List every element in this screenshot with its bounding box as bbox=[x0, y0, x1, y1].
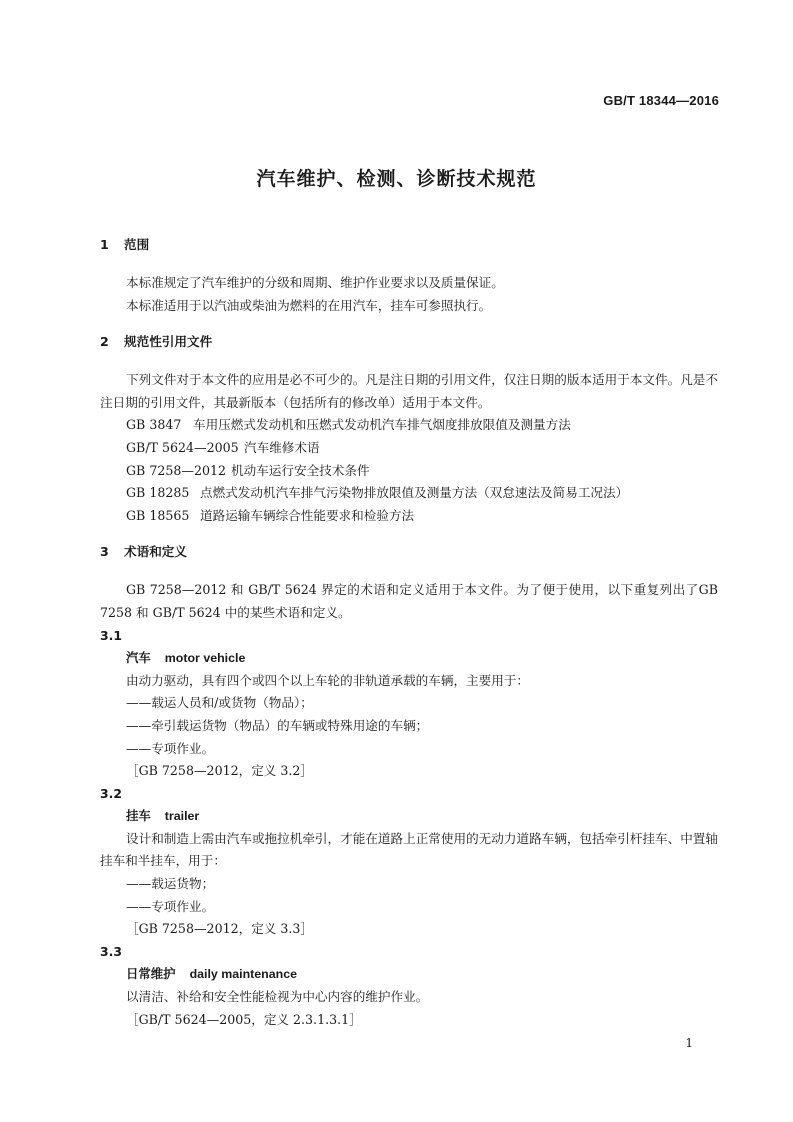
reference-title: 道路运输车辆综合性能要求和检验方法 bbox=[200, 507, 415, 523]
section-references-heading bbox=[100, 331, 718, 353]
reference-code: GB/T 5624—2005 bbox=[126, 439, 239, 455]
reference-code: GB 7258—2012 bbox=[126, 462, 227, 478]
term-number: 3.3 bbox=[100, 943, 122, 959]
term-list-item: ——专项作业。 bbox=[126, 740, 215, 756]
term-definition: 由动力驱动，具有四个或四个以上车轮的非轨道承载的车辆，主要用于： bbox=[126, 672, 529, 688]
term-english: trailer bbox=[164, 809, 200, 824]
section-number: 1 bbox=[100, 237, 109, 252]
paragraph: 本标准适用于以汽油或柴油为燃料的在用汽车，挂车可参照执行。 bbox=[126, 297, 492, 313]
term-definition: 设计和制造上需由汽车或拖拉机牵引，才能在道路上正常使用的无动力道路车辆，包括牵引杆挂车、中置轴挂车和半挂车，用于： bbox=[100, 830, 718, 869]
reference-title: 机动车运行安全技术条件 bbox=[231, 462, 370, 478]
reference-item bbox=[100, 437, 718, 460]
standard-code: GB/T 18344—2016 bbox=[603, 93, 719, 108]
term-list-item: ——载运人员和/或货物（物品）； bbox=[126, 695, 313, 711]
section-title: 范围 bbox=[124, 237, 150, 252]
term-source: ［GB/T 5624—2005，定义 2.3.1.3.1］ bbox=[126, 1011, 362, 1027]
section-terms-heading bbox=[100, 541, 718, 563]
reference-title: 点燃式发动机汽车排气污染物排放限值及测量方法（双怠速法及简易工况法） bbox=[200, 485, 629, 501]
term-number: 3.1 bbox=[100, 627, 122, 643]
reference-code: GB 18285 bbox=[126, 485, 190, 501]
reference-item bbox=[100, 460, 718, 483]
term-chinese: 挂车 bbox=[126, 808, 151, 824]
document-title: 汽车维护、检测、诊断技术规范 bbox=[256, 168, 537, 190]
paragraph: 本标准规定了汽车维护的分级和周期、维护作业要求以及质量保证。 bbox=[126, 275, 504, 290]
section-title: 术语和定义 bbox=[124, 544, 187, 560]
section-number: 3 bbox=[100, 544, 109, 560]
reference-title: 汽车维修术语 bbox=[244, 439, 320, 455]
reference-title: 车用压燃式发动机和压燃式发动机汽车排气烟度排放限值及测量方法 bbox=[193, 417, 571, 433]
reference-code: GB 18565 bbox=[126, 507, 190, 523]
term-english: daily maintenance bbox=[189, 967, 297, 982]
document-body bbox=[100, 234, 718, 1031]
term-source: ［GB 7258—2012，定义 3.2］ bbox=[126, 763, 314, 779]
term-heading bbox=[100, 963, 718, 986]
term-list-item: ——载运货物； bbox=[126, 876, 215, 892]
term-heading bbox=[100, 805, 718, 828]
term-chinese: 汽车 bbox=[126, 650, 151, 666]
term-chinese: 日常维护 bbox=[126, 966, 176, 982]
section-title: 规范性引用文件 bbox=[124, 334, 213, 350]
paragraph: 下列文件对于本文件的应用是必不可少的。凡是注日期的引用文件，仅注日期的版本适用于本文件。凡是不注日期的引用文件，其最新版本（包括所有的修改单）适用于本文件。 bbox=[100, 372, 718, 410]
paragraph: GB 7258—2012 和 GB/T 5624 界定的术语和定义适用于本文件。为了便于使用，以下重复列出了GB 7258 和 GB/T 5624 中的某些术语和定义。 bbox=[100, 582, 718, 620]
term-definition: 以清洁、补给和安全性能检视为中心内容的维护作业。 bbox=[126, 989, 429, 1005]
section-scope-heading bbox=[100, 234, 718, 256]
term-number: 3.2 bbox=[100, 785, 122, 801]
term-english: motor vehicle bbox=[164, 651, 246, 666]
term-list-item: ——专项作业。 bbox=[126, 898, 215, 914]
term-source: ［GB 7258—2012，定义 3.3］ bbox=[126, 921, 314, 937]
reference-item bbox=[100, 414, 718, 437]
term-list-item: ——牵引载运货物（物品）的车辆或特殊用途的车辆； bbox=[126, 717, 429, 733]
section-number: 2 bbox=[100, 334, 109, 350]
page-number: 1 bbox=[685, 1036, 693, 1050]
reference-item bbox=[100, 505, 718, 528]
reference-code: GB 3847 bbox=[126, 417, 182, 433]
reference-item bbox=[100, 482, 718, 505]
term-heading bbox=[100, 647, 718, 670]
